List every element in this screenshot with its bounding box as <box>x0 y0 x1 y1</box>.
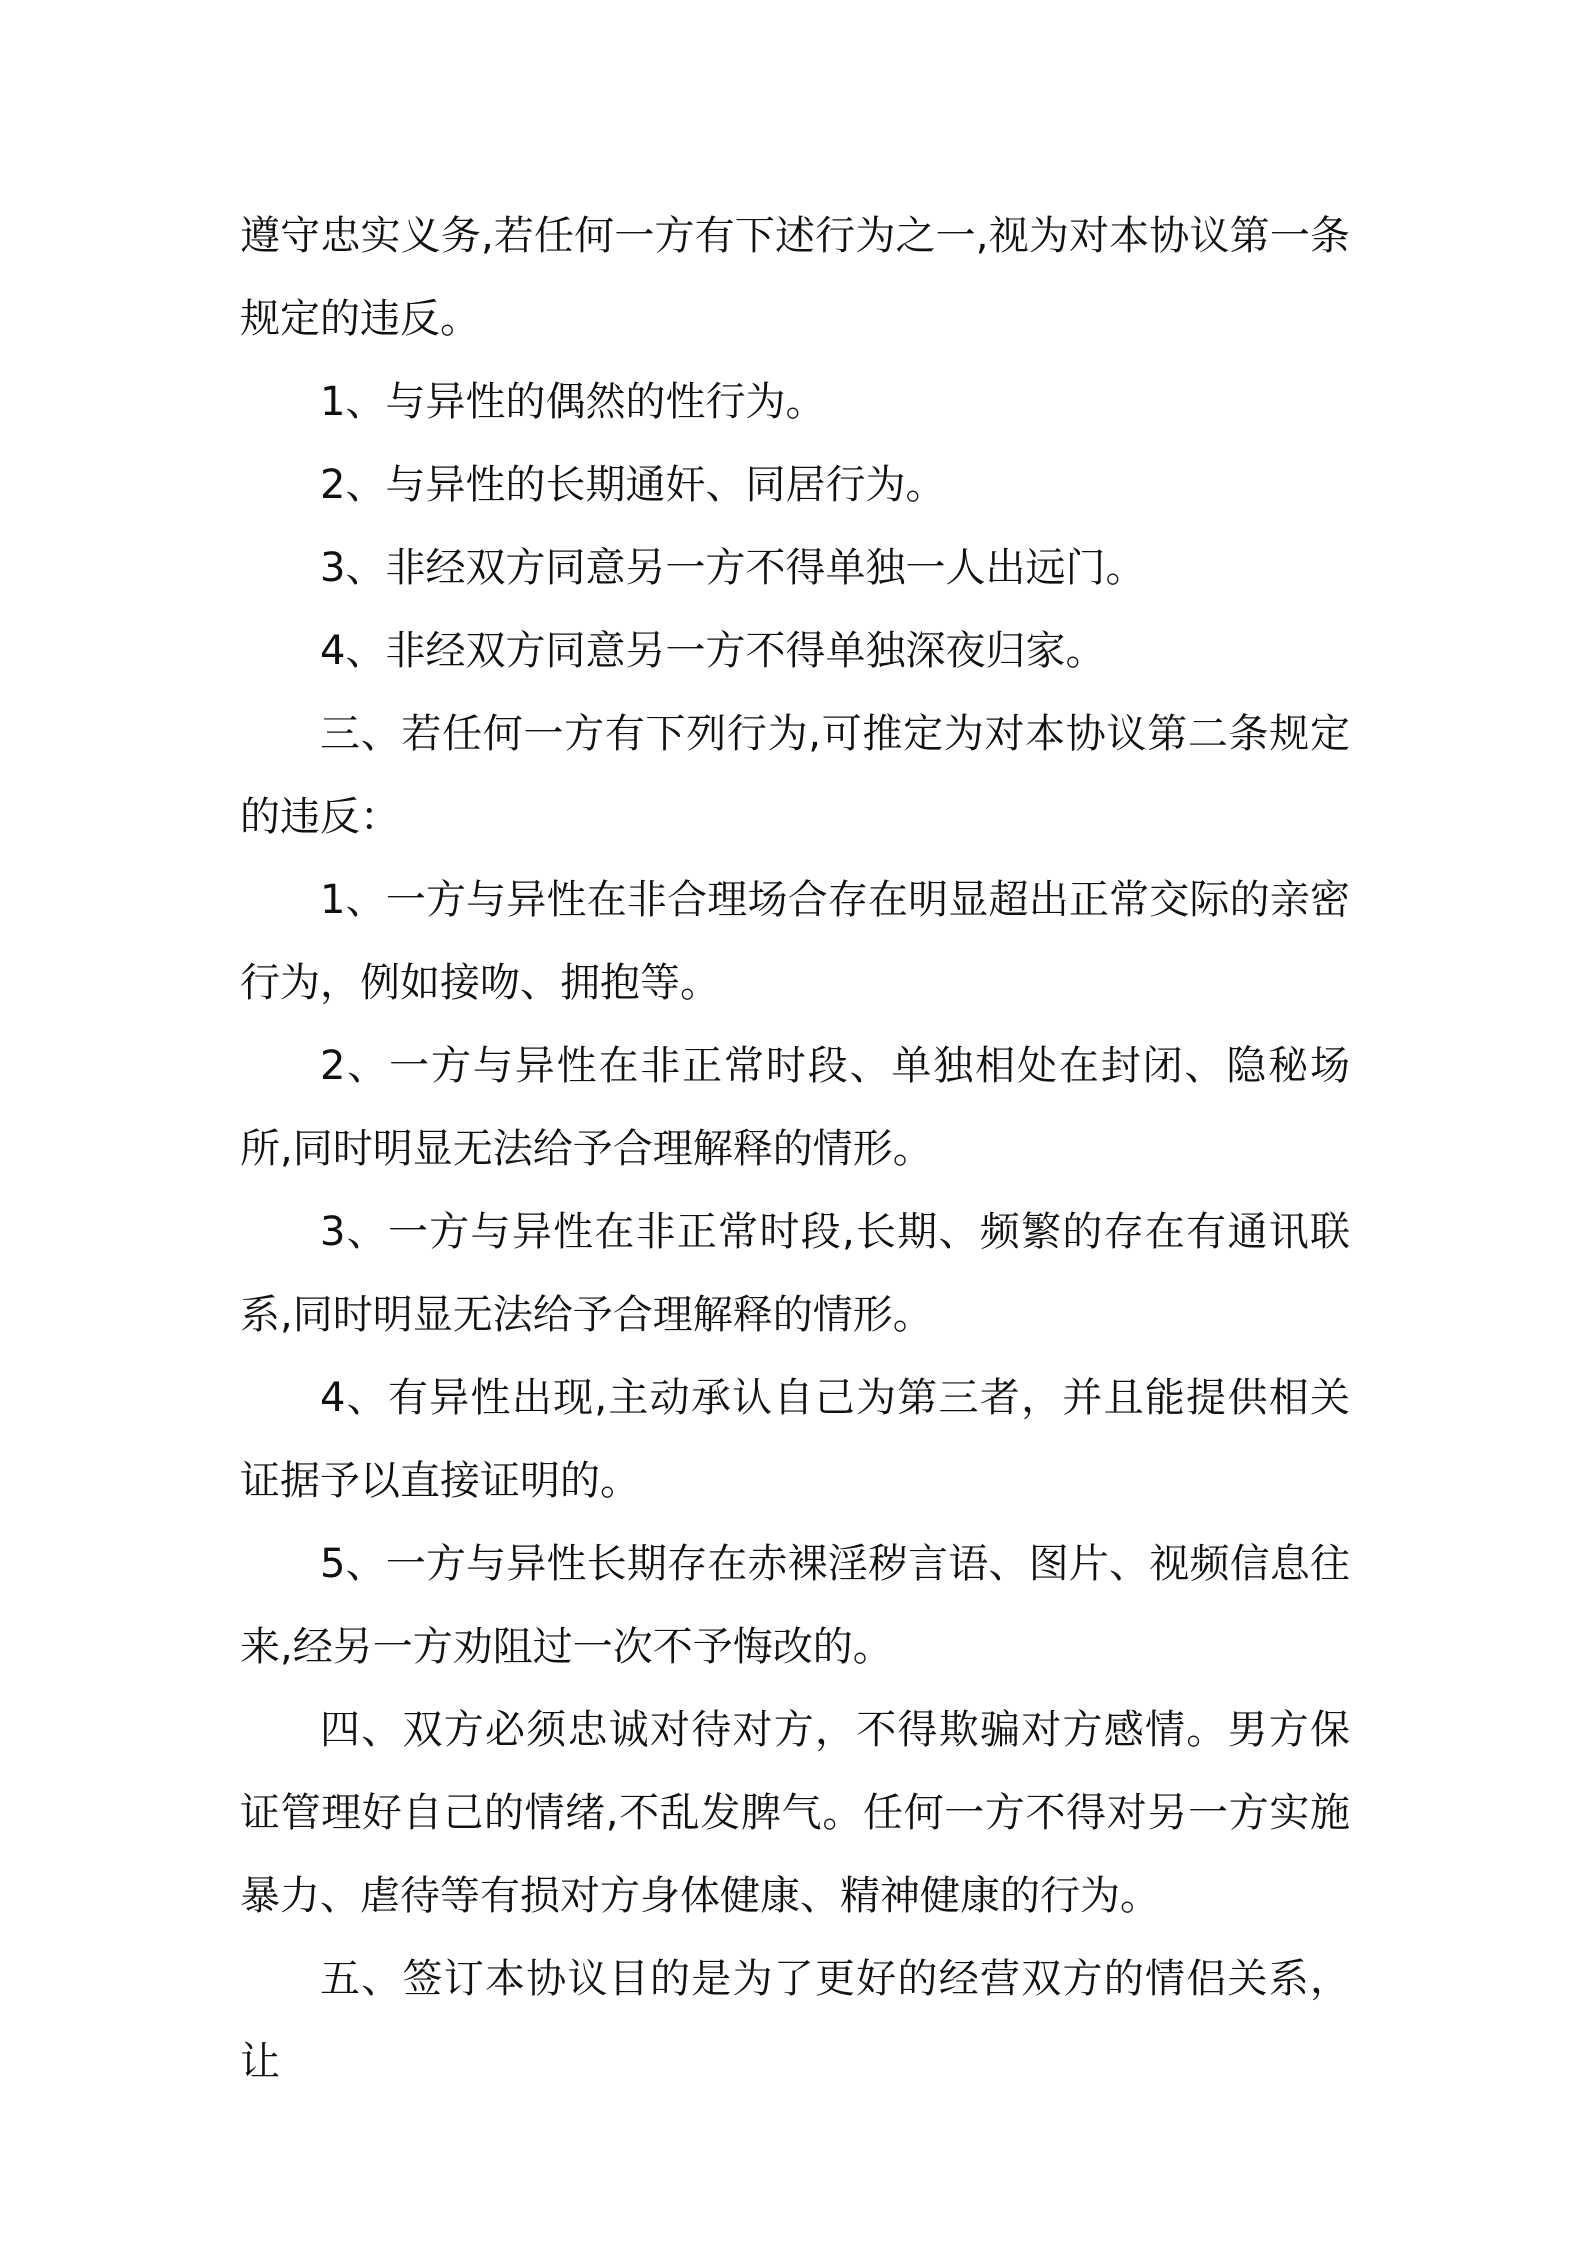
paragraph-section-3-item-4: 4、有异性出现,主动承认自己为第三者，并且能提供相关证据予以直接证明的。 <box>240 1375 1350 1504</box>
paragraph-item-2: 2、与异性的长期通奸、同居行为。 <box>320 462 946 508</box>
paragraph-section-3-item-2: 2、一方与异性在非正常时段、单独相处在封闭、隐秘场所,同时明显无法给予合理解释的情形。 <box>240 1043 1350 1172</box>
paragraph-section-3-item-1: 1、一方与异性在非合理场合存在明显超出正常交际的亲密行为，例如接吻、拥抱等。 <box>240 877 1350 1006</box>
paragraph-section-3-item-5: 5、一方与异性长期存在赤裸淫秽言语、图片、视频信息往来,经另一方劝阻过一次不予悔改的。 <box>240 1541 1350 1670</box>
document-body <box>240 195 1350 2104</box>
paragraph-section-3-item-3: 3、一方与异性在非正常时段,长期、频繁的存在有通讯联系,同时明显无法给予合理解释的情形。 <box>240 1209 1350 1338</box>
paragraph-section-3: 三、若任何一方有下列行为,可推定为对本协议第二条规定的违反： <box>240 711 1350 840</box>
paragraph-section-5: 五、签订本协议目的是为了更好的经营双方的情侣关系，让 <box>240 1956 1350 2085</box>
paragraph-section-4: 四、双方必须忠诚对待对方，不得欺骗对方感情。男方保证管理好自己的情绪,不乱发脾气。任何一方不得对另一方实施暴力、虐待等有损对方身体健康、精神健康的行为。 <box>240 1707 1350 1919</box>
paragraph-item-3: 3、非经双方同意另一方不得单独一人出远门。 <box>320 545 1146 591</box>
paragraph-item-1: 1、与异性的偶然的性行为。 <box>320 379 826 425</box>
paragraph-item-4: 4、非经双方同意另一方不得单独深夜归家。 <box>320 628 1106 674</box>
paragraph-continuation: 遵守忠实义务,若任何一方有下述行为之一,视为对本协议第一条规定的违反。 <box>240 213 1350 342</box>
